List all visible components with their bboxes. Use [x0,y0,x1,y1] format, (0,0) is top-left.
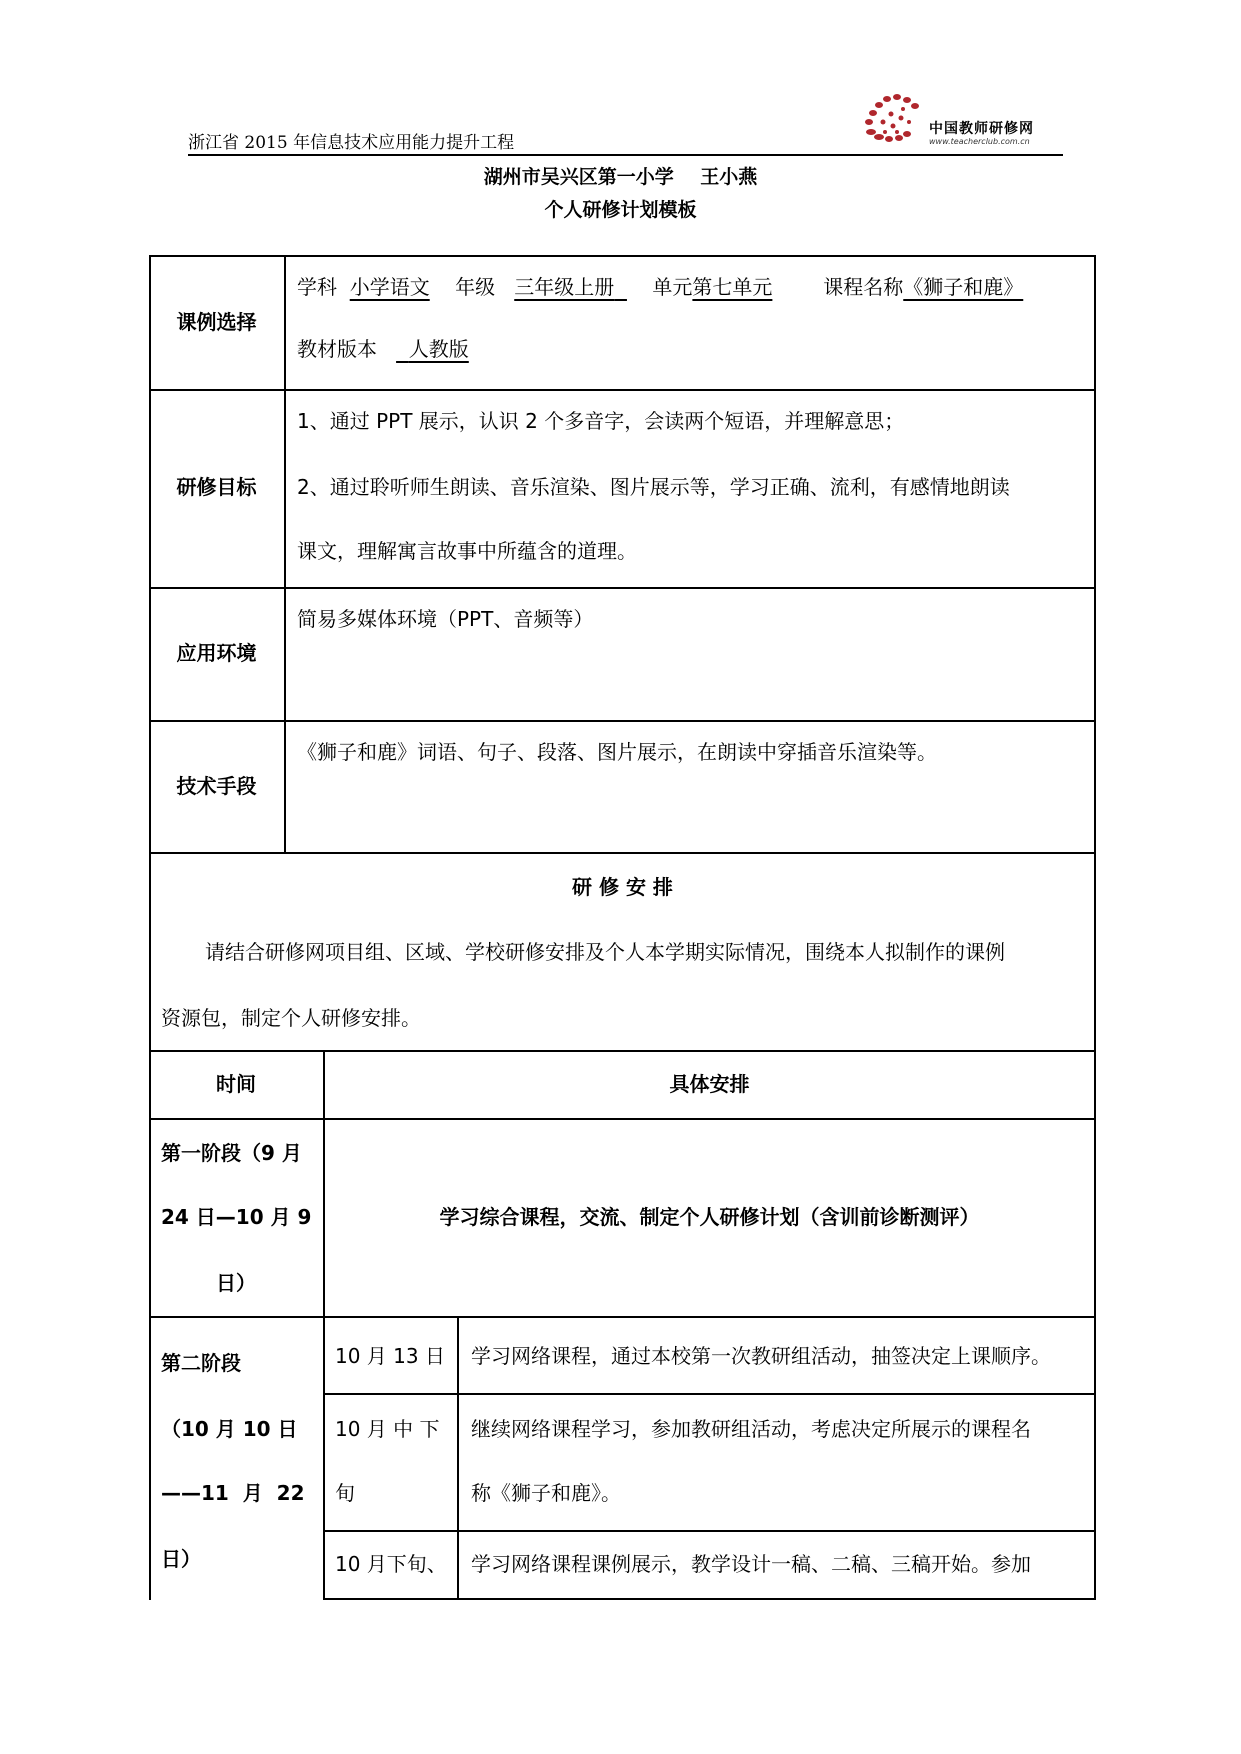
application-env-text: 简易多媒体环境（PPT、音频等） [297,607,594,631]
course-name-label: 课程名称 [823,275,904,299]
header-divider [188,154,1063,156]
research-goal-line2: 2、通过聆听师生朗读、音乐渲染、图片展示等，学习正确、流利，有感情地朗读 [297,475,1010,499]
header-project-title: 浙江省 2015 年信息技术应用能力提升工程 [188,133,515,153]
textbook-value: 人教版 [408,337,469,361]
stage2-row3-date: 10 月下旬、 [335,1552,447,1576]
stage2-time-line4: 日） [161,1547,201,1571]
label-column-divider [284,255,286,852]
column-header-detail: 具体安排 [669,1072,750,1096]
stage1-time-line1: 第一阶段（9 月 [161,1141,302,1165]
stage2-row2-date: 10 月 中 下 [335,1417,440,1441]
stage2-row2-text-line1: 继续网络课程学习，参加教研组活动，考虑决定所展示的课程名 [471,1417,1031,1441]
arrangement-desc-line2: 资源包，制定个人研修安排。 [161,1006,421,1030]
stage2-row1-date: 10 月 13 日 [335,1344,445,1368]
row-divider [149,587,1096,589]
course-name-value: 《狮子和鹿》 [903,275,1024,299]
template-title: 个人研修计划模板 [544,199,697,221]
stage2-row2-date-line2: 旬 [335,1481,355,1505]
stage2-time-line2: （10 月 10 日 [161,1417,298,1441]
tech-means-label: 技术手段 [176,774,257,798]
stage1-detail: 学习综合课程，交流、制定个人研修计划（含训前诊断测评） [439,1205,980,1229]
subject-label: 学科 [297,275,337,299]
table-border-right [1094,255,1096,1600]
course-selection-label: 课例选择 [176,310,257,334]
time-column-divider [323,1050,325,1600]
course-selection-line2 [297,317,469,381]
stage1-time-line2: 24 日—10 月 9 [161,1205,312,1229]
unit-value: 第七单元 [692,275,773,299]
teacherclub-logo [863,92,1043,144]
subject-value: 小学语文 [349,275,430,299]
row-divider [149,1118,1096,1120]
stage2-row2-text-line2: 称《狮子和鹿》。 [471,1481,621,1505]
course-selection-line1 [297,255,1023,319]
research-plan-table [149,255,1096,1600]
logo-name: 中国教师研修网 [929,121,1034,137]
table-border-bottom [323,1598,1096,1600]
stage2-time-line1: 第二阶段 [161,1351,241,1375]
unit-label: 单元 [652,275,693,299]
school-author-title: 湖州市吴兴区第一小学 王小燕 [483,166,758,188]
row-divider [149,852,1096,854]
stage2-row3-text: 学习网络课程课例展示，教学设计一稿、二稿、三稿开始。参加 [471,1552,1031,1576]
column-header-time: 时间 [216,1072,256,1096]
research-goal-label: 研修目标 [176,475,257,499]
arrangement-desc-line1: 请结合研修网项目组、区域、学校研修安排及个人本学期实际情况，围绕本人拟制作的课例 [205,940,1005,964]
stage1-time-line3: 日） [216,1271,256,1295]
date-column-divider [457,1316,459,1600]
grade-label: 年级 [455,275,496,299]
logo-dots-icon [863,92,927,144]
row-divider [323,1393,1096,1395]
row-divider [149,1316,1096,1318]
logo-url: www.teacherclub.com.cn [929,137,1030,146]
arrangement-heading: 研 修 安 排 [572,875,673,899]
tech-means-text: 《狮子和鹿》词语、句子、段落、图片展示，在朗读中穿插音乐渲染等。 [297,740,937,764]
textbook-label: 教材版本 [297,337,377,361]
research-goal-line3: 课文，理解寓言故事中所蕴含的道理。 [297,539,637,563]
grade-value: 三年级上册 [514,275,615,299]
application-env-label: 应用环境 [176,641,257,665]
stage2-time-line3: ——11 月 22 [161,1481,305,1505]
stage2-row1-text: 学习网络课程，通过本校第一次教研组活动，抽签决定上课顺序。 [471,1344,1051,1368]
research-goal-line1: 1、通过 PPT 展示，认识 2 个多音字，会读两个短语，并理解意思； [297,409,905,433]
